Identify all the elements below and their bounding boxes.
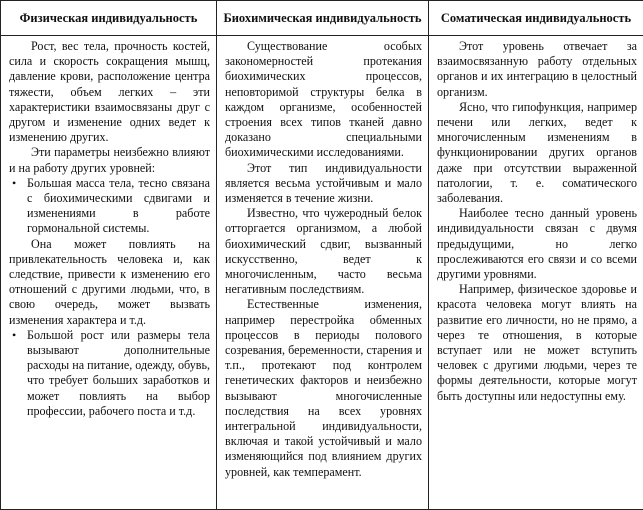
biochemical-paragraph: Этот тип индивидуальности является весьма устойчивым и мало изменяется в течение жизни. <box>225 160 422 206</box>
physical-list-item <box>12 175 210 237</box>
biochemical-paragraph: Известно, что чужеродный белок отторгается организмом, а любой биохимический сдвиг, вызванный искусственно, ведет к многочисленным, часто весьма негативным последствиям. <box>225 206 422 297</box>
physical-paragraph: Рост, вес тела, прочность костей, сила и скорость сокращения мышц, давление крови, расположение центра тяжести, объем легких – эти характеристики взаимосвязаны друг с другом и изменение одних ведет к изменению других. <box>9 39 210 145</box>
somatic-cell <box>429 36 643 510</box>
biochemical-paragraph: Существование особых закономерностей протекания биохимических процессов, неповторимой структуры белка в каждом организме, особенностей строения всех типов тканей давно доказано специальными биохимическими исследованиями. <box>225 39 422 160</box>
biochemical-paragraph: Естественные изменения, например перестройка обменных процессов в периоды полового созревания, беременности, старения и т.п., протекают под контролем генетических факторов и неизбежно вызывают многочисленные последствия на всех уровнях интегральной индивидуальности, включая и такой устойчивый и мало изменяющийся под влиянием других уровней, как темперамент. <box>225 297 422 479</box>
somatic-paragraph: Этот уровень отвечает за взаимосвязанную работу отдельных органов и их интеграцию в целостный организм. <box>437 39 637 99</box>
header-row <box>1 1 643 36</box>
physical-cell <box>1 36 217 510</box>
physical-paragraph: Эти параметры неизбежно влияют и на работу других уровней: <box>9 145 210 175</box>
physical-bullet-text: Большой рост или размеры тела вызывают дополнительные расходы на питание, одежду, обувь, что требует больших заработков и может повлиять на выбор профессии, рабочего поста и т.д. <box>27 327 210 418</box>
header-physical: Физическая индивидуальность <box>1 1 217 36</box>
bullet-icon: • <box>12 327 17 342</box>
physical-list-item <box>12 327 210 419</box>
header-biochemical: Биохимическая индивидуальность <box>217 1 429 36</box>
physical-bullet-text: Большая масса тела, тесно связана с биохимическими сдвигами и изменениями в работе гормональной системы. <box>27 175 210 236</box>
content-row <box>1 36 643 510</box>
bullet-icon: • <box>12 175 17 190</box>
somatic-paragraph: Наиболее тесно данный уровень индивидуальности связан с двумя предыдущими, но легко прослеживаются его связи и со всеми другими уровнями. <box>437 206 637 282</box>
biochemical-cell <box>217 36 429 510</box>
header-somatic: Соматическая индивидуальность <box>429 1 643 36</box>
somatic-paragraph: Ясно, что гипофункция, например печени или легких, ведет к многочисленным изменениям в функционировании других органов даже при отсутствии выраженной патологии, т. е. соматического заболевания. <box>437 99 637 206</box>
somatic-paragraph: Например, физическое здоровье и красота человека могут влиять на развитие его личности, но не прямо, а через те отношения, в которые вступает или не может вступить человек с другими людьми, через те формы деятельности, которые могут быть доступны или недоступны ему. <box>437 282 637 403</box>
physical-paragraph: Она может повлиять на привлекательность человека и, как следствие, привести к изменению его отношений с другими людьми, что, в свою очередь, может вызвать изменения характера и т.д. <box>9 236 210 327</box>
